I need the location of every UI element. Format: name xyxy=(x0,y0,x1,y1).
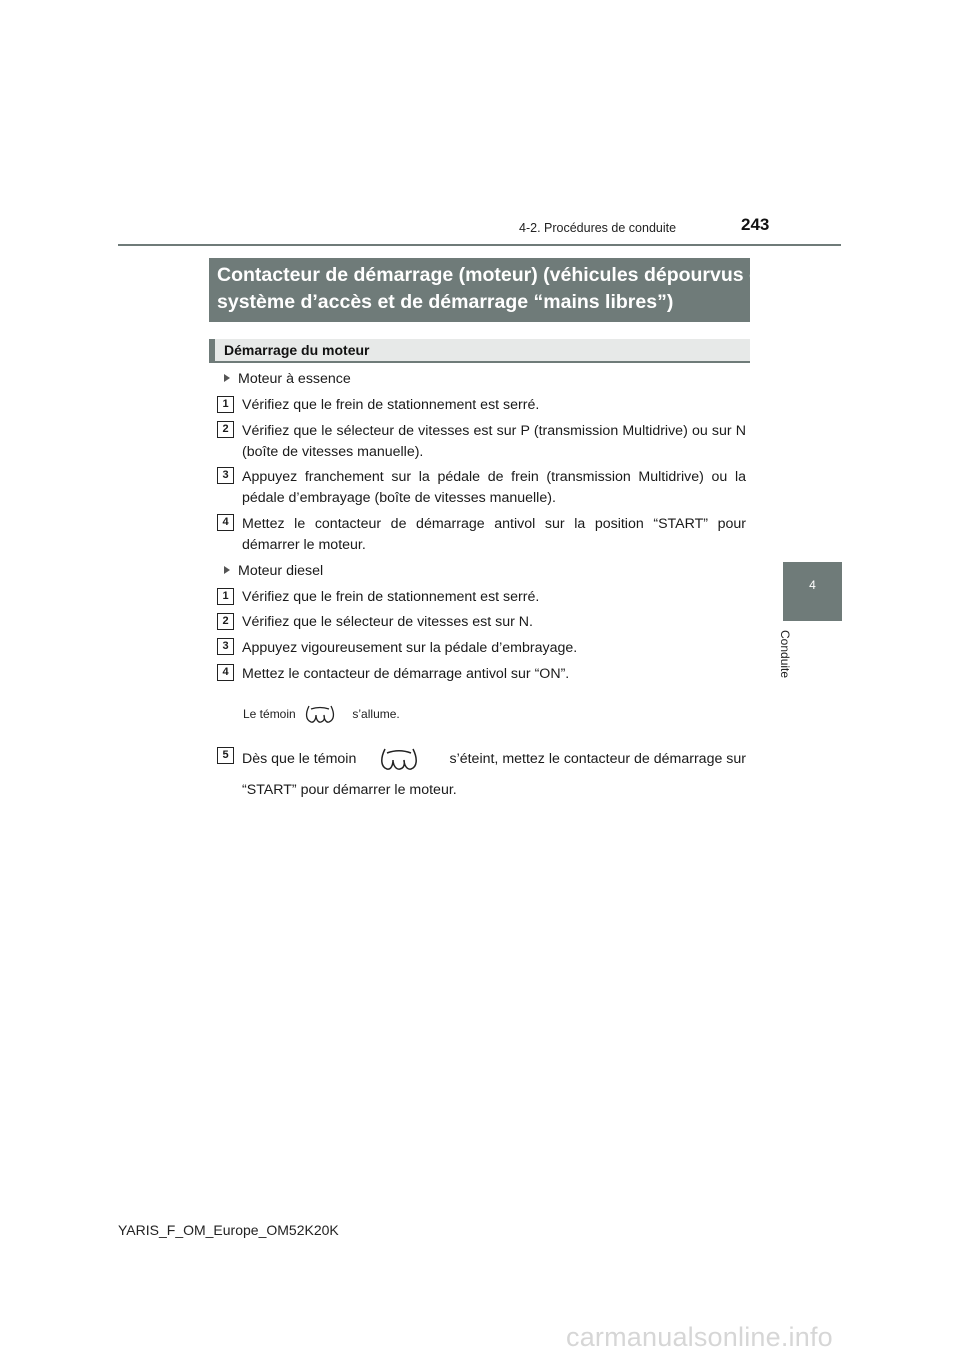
header-section: 4-2. Procédures de conduite xyxy=(519,221,677,235)
section-title-line1: Contacteur de démarrage (moteur) (véhicules dépourvus de xyxy=(217,264,772,286)
petrol-engine-heading xyxy=(224,371,351,387)
note-text-before: Le témoin xyxy=(243,707,296,721)
note-text-after: s’allume. xyxy=(352,707,400,721)
step-5 xyxy=(242,746,746,798)
bullet-triangle-icon xyxy=(224,374,230,382)
step-number: 5 xyxy=(217,747,234,764)
step-number: 2 xyxy=(217,421,234,438)
glow-plug-indicator-icon xyxy=(299,704,349,724)
step-number: 4 xyxy=(217,664,234,681)
step-text: Mettez le contacteur de démarrage antivol sur la position “START” pour démarrer le moteur. xyxy=(242,516,746,553)
chapter-tab-number: 4 xyxy=(809,578,816,592)
step-text: Mettez le contacteur de démarrage antivol sur “ON”. xyxy=(242,666,570,682)
step-text: Vérifiez que le sélecteur de vitesses est sur P (transmission Multidrive) ou sur N (boîte de vitesses manuelle). xyxy=(242,423,746,460)
glow-indicator-note xyxy=(243,704,400,724)
step-5-line1 xyxy=(242,746,746,772)
watermark: carmanualsonline.info xyxy=(566,1322,833,1352)
section-title xyxy=(209,258,772,322)
step-number: 2 xyxy=(217,613,234,630)
footer-doc-id: YARIS_F_OM_Europe_OM52K20K xyxy=(118,1222,339,1238)
step-text: Appuyez franchement sur la pédale de frein (transmission Multidrive) ou la pédale d’embrayage (boîte de vitesses manuelle). xyxy=(242,469,746,506)
glow-plug-indicator-icon xyxy=(373,746,433,772)
diesel-engine-label: Moteur diesel xyxy=(238,563,324,579)
section-title-line2: système d’accès et de démarrage “mains libres”) xyxy=(217,291,674,313)
step-text: Appuyez vigoureusement sur la pédale d’embrayage. xyxy=(242,640,578,656)
step-5-line2: “START” pour démarrer le moteur. xyxy=(242,782,457,798)
chapter-tab-label: Conduite xyxy=(778,630,792,679)
step-number: 3 xyxy=(217,638,234,655)
petrol-engine-label: Moteur à essence xyxy=(238,371,351,387)
bullet-triangle-icon xyxy=(224,566,230,574)
step-5-after: s’éteint, mettez le contacteur de démarrage sur xyxy=(449,751,746,767)
step-number: 3 xyxy=(217,467,234,484)
step-text: Vérifiez que le sélecteur de vitesses est sur N. xyxy=(242,614,533,630)
step-number: 4 xyxy=(217,514,234,531)
step-text: Vérifiez que le frein de stationnement est serré. xyxy=(242,397,540,413)
page-number: 243 xyxy=(741,215,770,234)
diesel-engine-heading xyxy=(224,563,323,579)
subheading: Démarrage du moteur xyxy=(209,339,750,363)
header-rule xyxy=(118,244,841,246)
step-number: 1 xyxy=(217,588,234,605)
step-text: Vérifiez que le frein de stationnement est serré. xyxy=(242,589,540,605)
step-5-before: Dès que le témoin xyxy=(242,751,357,767)
step-number: 1 xyxy=(217,396,234,413)
